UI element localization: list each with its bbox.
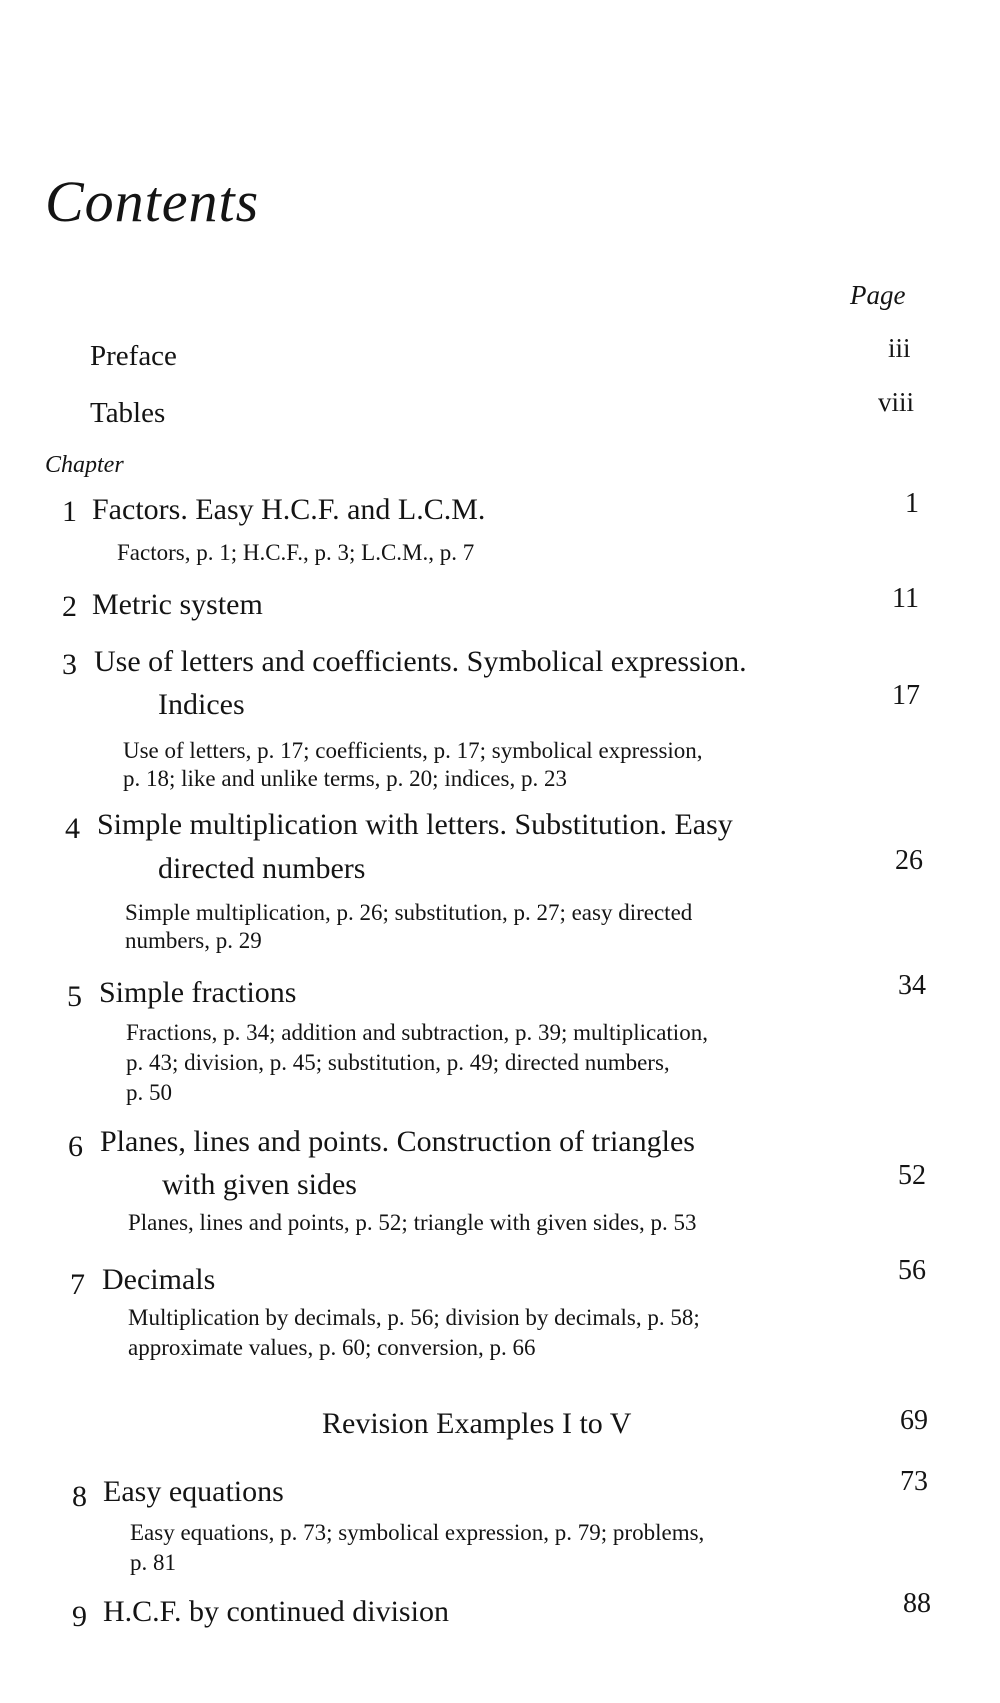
chapter-title-continued: with given sides [162,1168,357,1201]
chapter-title-continued: directed numbers [158,852,366,885]
preface-page: iii [888,333,911,363]
tables-entry[interactable]: Tables [90,397,166,429]
chapter-title: Factors. Easy H.C.F. and L.C.M. [92,493,486,526]
tables-page: viii [878,387,915,417]
chapter-title: Metric system [92,588,263,621]
subtopic-line: p. 43; division, p. 45; substitution, p. 49; directed numbers, [126,1050,670,1075]
chapter-number: 6 [68,1130,83,1163]
chapter-page: 1 [905,488,919,519]
subtopic-line: p. 50 [126,1080,172,1105]
subtopic-line: p. 18; like and unlike terms, p. 20; indices, p. 23 [123,766,567,791]
chapter-page: 88 [903,1588,931,1619]
chapter-number: 2 [62,590,77,623]
chapter-title: Easy equations [103,1475,284,1508]
chapter-number: 7 [70,1268,85,1301]
chapter-column-heading: Chapter [45,452,124,478]
subtopic-line: Easy equations, p. 73; symbolical expression, p. 79; problems, [130,1520,705,1545]
chapter-title: Decimals [102,1263,216,1296]
chapter-page: 26 [895,845,923,876]
revision-title: Revision Examples I to V [322,1407,632,1440]
subtopic-line: Simple multiplication, p. 26; substitution, p. 27; easy directed [125,900,693,925]
subtopic-line: p. 81 [130,1550,176,1575]
chapter-number: 4 [65,812,80,845]
preface-entry[interactable]: Preface [90,340,177,372]
chapter-number: 1 [62,495,77,528]
chapter-number: 9 [72,1600,87,1633]
chapter-number: 8 [72,1480,87,1513]
chapter-title: Simple fractions [99,976,297,1009]
chapter-number: 5 [67,980,82,1013]
chapter-page: 73 [900,1466,928,1497]
chapter-page: 52 [898,1160,926,1191]
subtopic-line: Use of letters, p. 17; coefficients, p. 17; symbolical expression, [123,738,703,763]
chapter-page: 11 [892,583,919,614]
chapter-page: 17 [892,680,920,711]
page-column-heading: Page [850,280,906,310]
subtopic-line: approximate values, p. 60; conversion, p. 66 [128,1335,536,1360]
chapter-title: Simple multiplication with letters. Substitution. Easy [97,808,733,841]
chapter-page: 34 [898,970,926,1001]
chapter-title: H.C.F. by continued division [103,1595,449,1628]
chapter-number: 3 [62,648,77,681]
revision-page: 69 [900,1405,928,1436]
subtopic-line: Factors, p. 1; H.C.F., p. 3; L.C.M., p. 7 [117,540,475,565]
subtopic-line: Fractions, p. 34; addition and subtraction, p. 39; multiplication, [126,1020,708,1045]
chapter-title: Use of letters and coefficients. Symbolical expression. [94,645,747,678]
page-title: Contents [45,169,260,234]
chapter-title-continued: Indices [158,688,245,721]
subtopic-line: Multiplication by decimals, p. 56; division by decimals, p. 58; [128,1305,700,1330]
subtopic-line: numbers, p. 29 [125,928,262,953]
chapter-page: 56 [898,1255,926,1286]
subtopic-line: Planes, lines and points, p. 52; triangle with given sides, p. 53 [128,1210,697,1235]
chapter-title: Planes, lines and points. Construction of triangles [100,1125,695,1158]
